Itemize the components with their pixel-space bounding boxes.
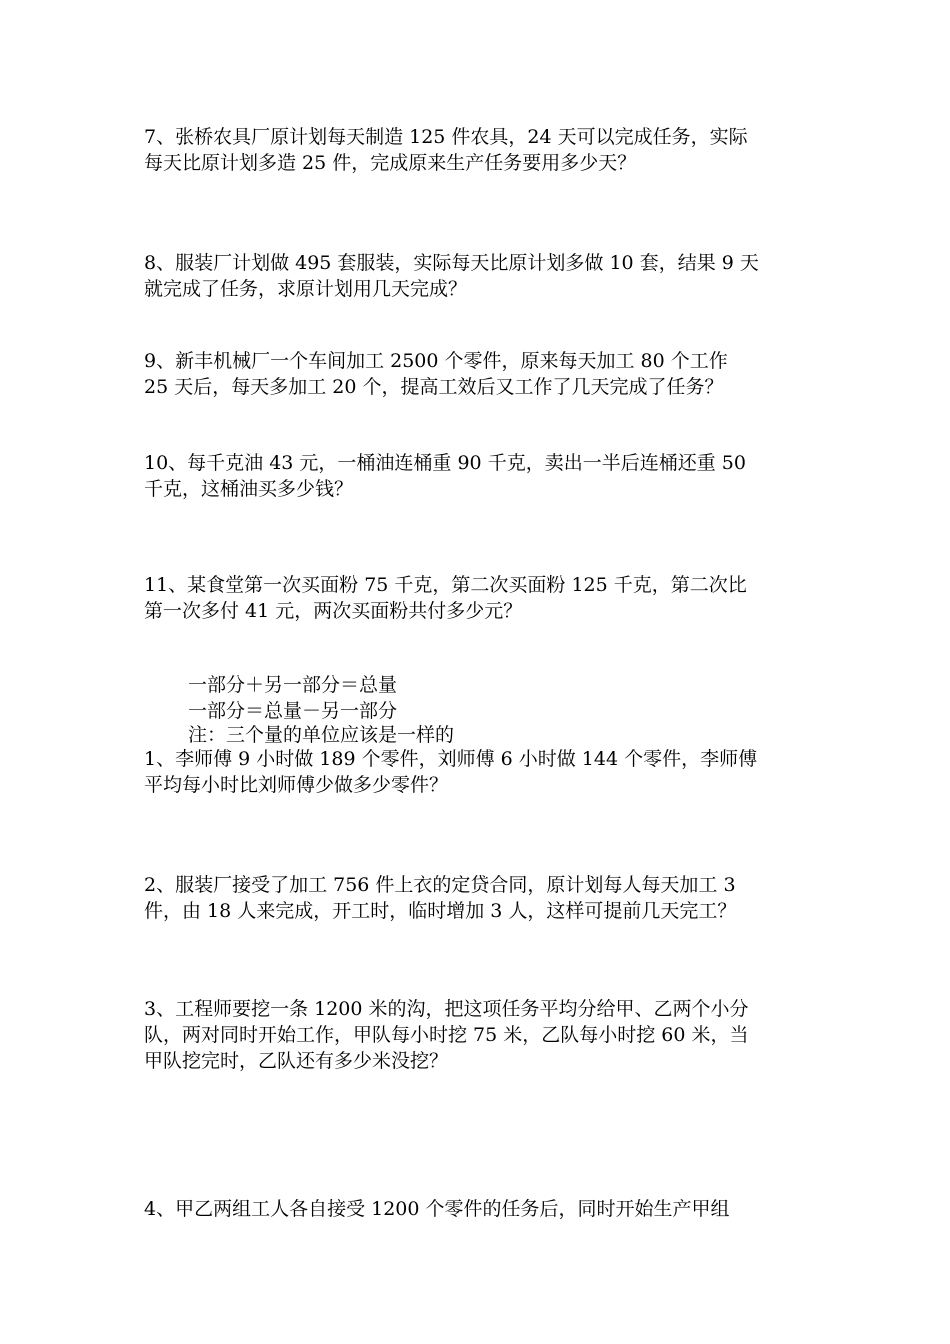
problem-11-line-2: 第一次多付 41 元，两次买面粉共付多少元？	[144, 600, 523, 622]
problem-8-line-1: 8、服装厂计划做 495 套服装，实际每天比原计划多做 10 套，结果 9 天	[144, 252, 759, 274]
problem-3-line-1: 3、工程师要挖一条 1200 米的沟，把这项任务平均分给甲、乙两个小分	[144, 998, 749, 1020]
problem-1-line-1: 1、李师傅 9 小时做 189 个零件，刘师傅 6 小时做 144 个零件，李师傅	[144, 748, 758, 770]
problem-10-line-1: 10、每千克油 43 元，一桶油连桶重 90 千克，卖出一半后连桶还重 50	[144, 452, 746, 474]
formula-part: 一部分＝总量－另一部分	[188, 700, 398, 722]
problem-11-line-1: 11、某食堂第一次买面粉 75 千克，第二次买面粉 125 千克，第二次比	[144, 574, 747, 596]
problem-4-line-1: 4、甲乙两组工人各自接受 1200 个零件的任务后，同时开始生产甲组	[144, 1198, 730, 1220]
problem-9-line-2: 25 天后，每天多加工 20 个，提高工效后又工作了几天完成了任务？	[144, 376, 724, 398]
problem-8-line-2: 就完成了任务，求原计划用几天完成？	[144, 278, 468, 300]
problem-3-line-2: 队，两对同时开始工作，甲队每小时挖 75 米，乙队每小时挖 60 米，当	[144, 1024, 749, 1046]
problem-2-line-2: 件，由 18 人来完成，开工时，临时增加 3 人，这样可提前几天完工？	[144, 900, 737, 922]
problem-7-line-2: 每天比原计划多造 25 件，完成原来生产任务要用多少天？	[144, 152, 637, 174]
problem-2-line-1: 2、服装厂接受了加工 756 件上衣的定贷合同，原计划每人每天加工 3	[144, 874, 736, 896]
problem-1-line-2: 平均每小时比刘师傅少做多少零件？	[144, 774, 449, 796]
problem-9-line-1: 9、新丰机械厂一个车间加工 2500 个零件，原来每天加工 80 个工作	[144, 350, 728, 372]
formula-note: 注：三个量的单位应该是一样的	[188, 724, 455, 746]
problem-10-line-2: 千克，这桶油买多少钱？	[144, 478, 354, 500]
problem-3-line-3: 甲队挖完时，乙队还有多少米没挖？	[144, 1050, 449, 1072]
problem-7-line-1: 7、张桥农具厂原计划每天制造 125 件农具，24 天可以完成任务，实际	[144, 126, 748, 148]
formula-total: 一部分＋另一部分＝总量	[188, 674, 398, 696]
